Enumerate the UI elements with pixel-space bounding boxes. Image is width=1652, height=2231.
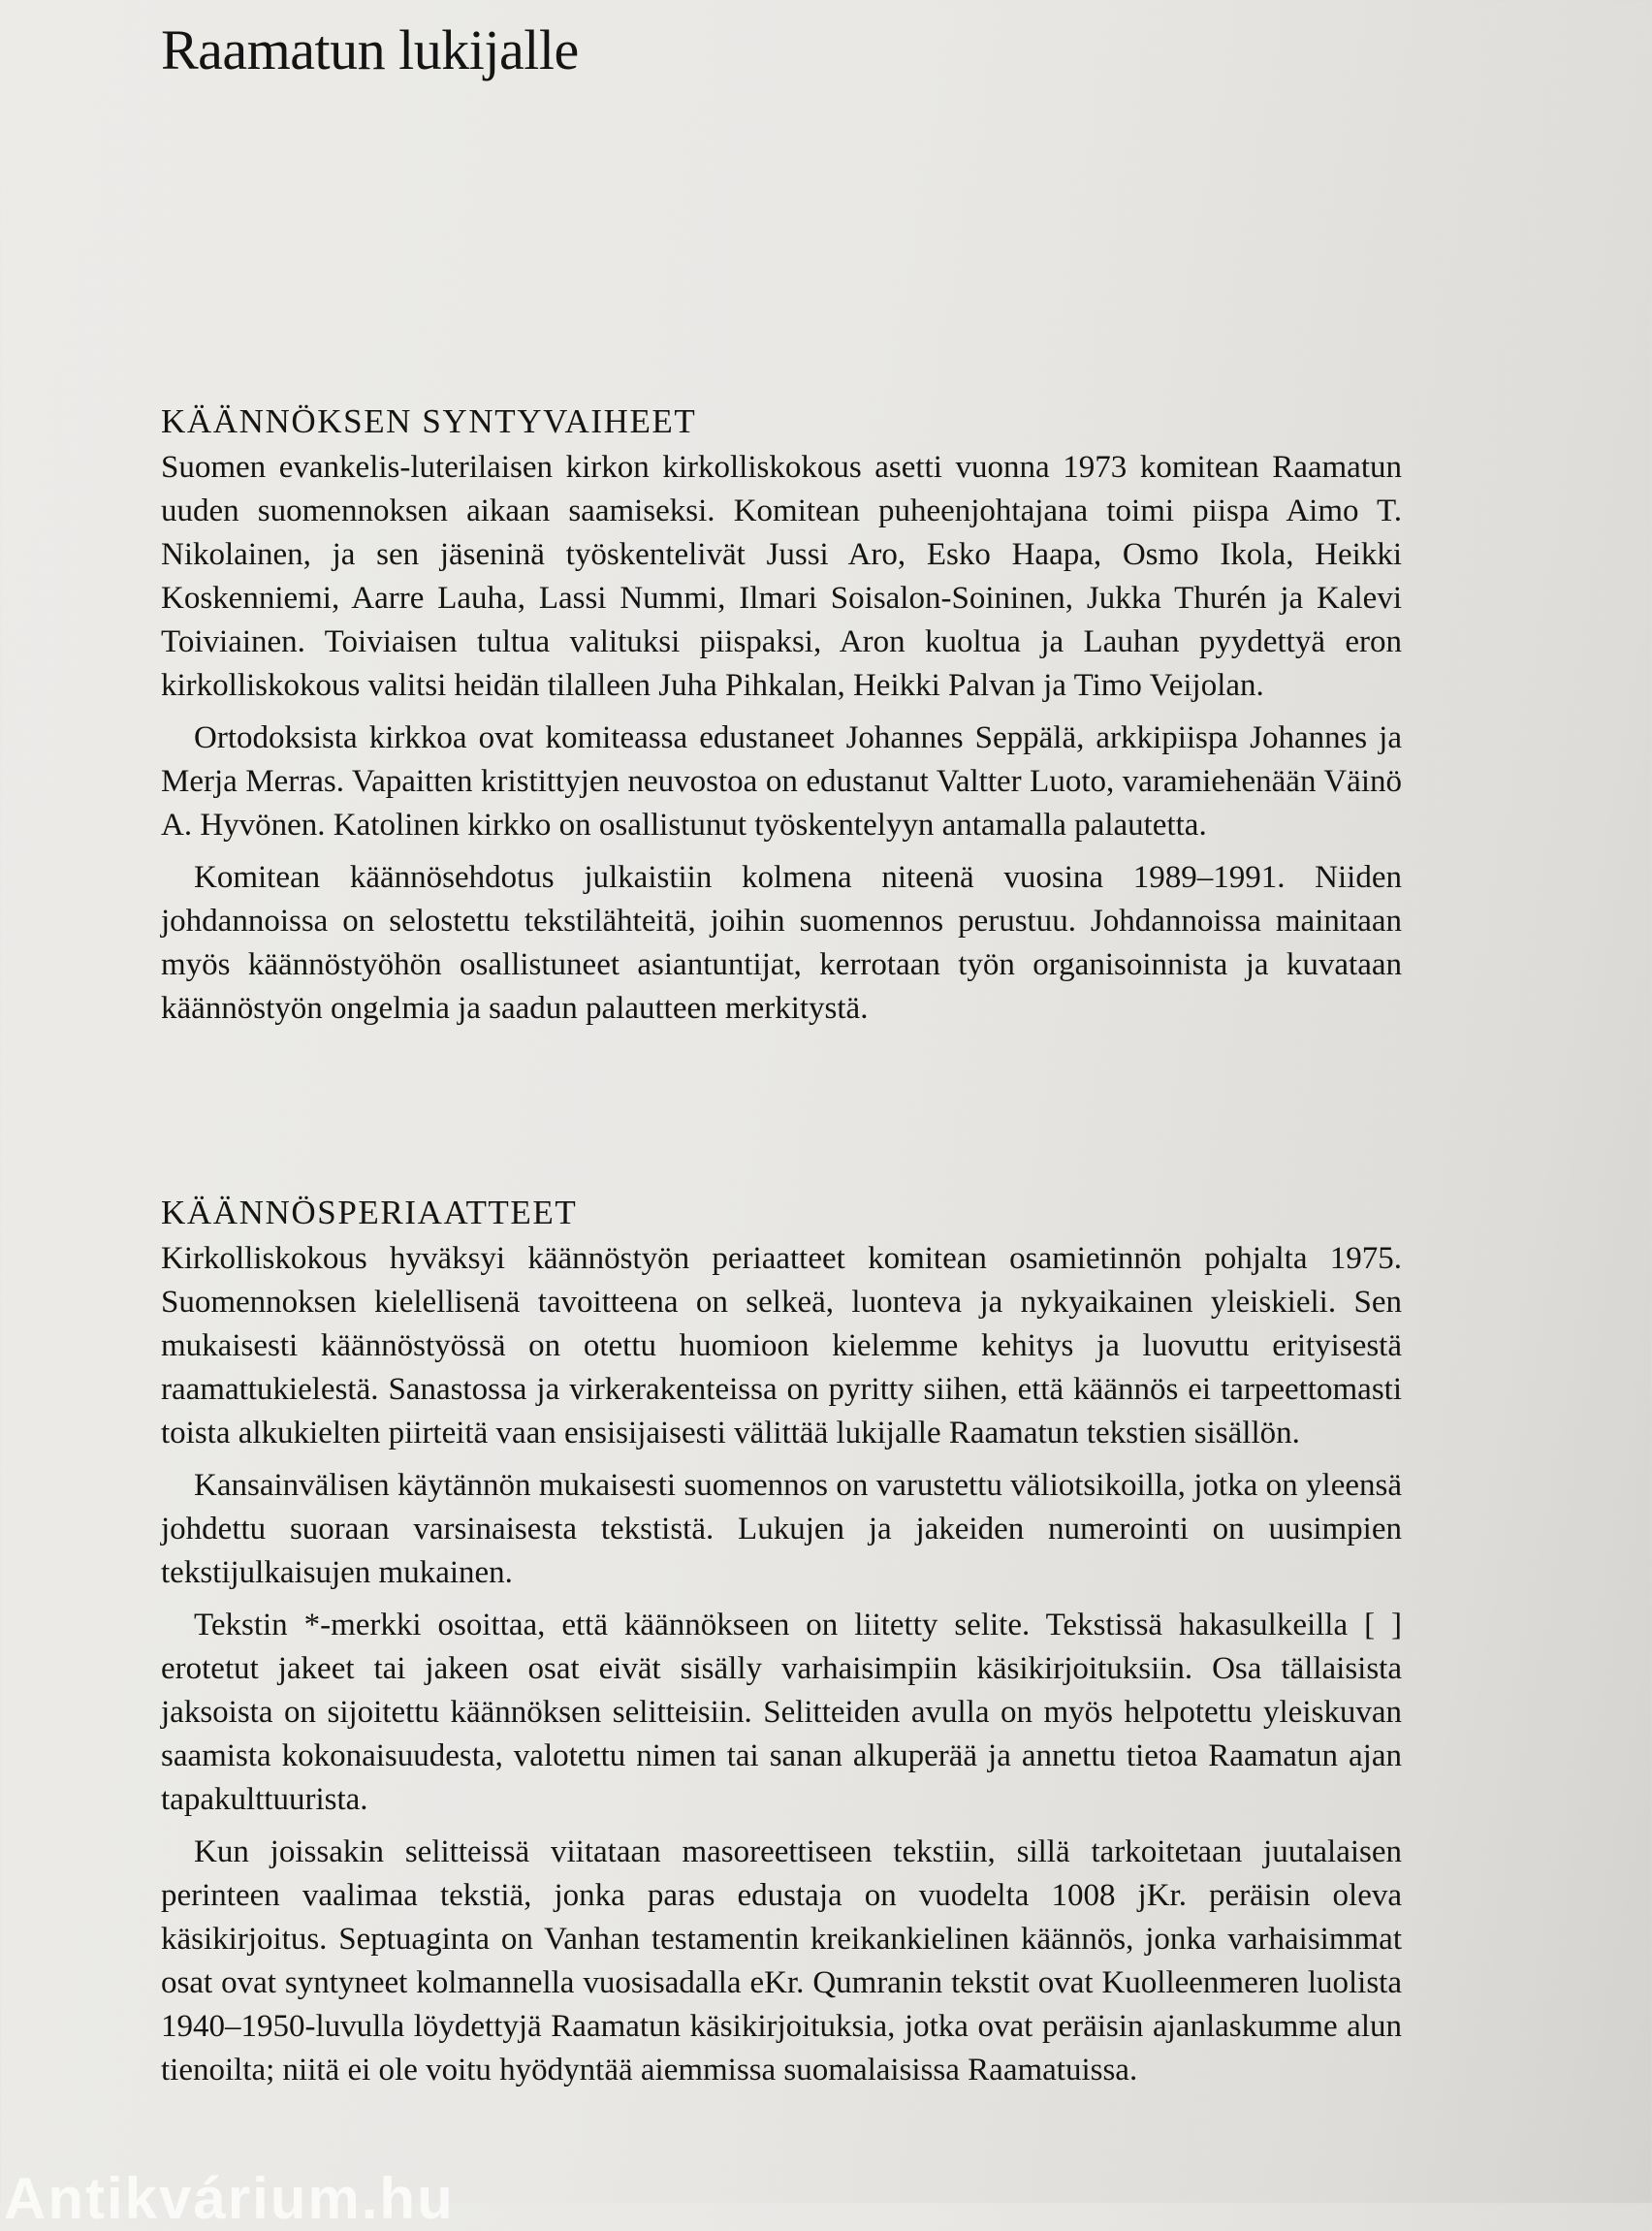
paragraph: Kansainvälisen käytännön mukaisesti suomennos on varustettu väliotsikoilla, jotka on yleensä johdettu suoraan varsinaisesta tekstistä. Lukujen ja jakeiden numerointi on uusimpien tekstijulkaisujen mukainen.: [161, 1468, 1402, 1590]
paragraph: Komitean käännösehdotus julkaistiin kolmena niteenä vuosina 1989–1991. Niiden johdannoissa on selostettu tekstilähteitä, joihin suomennos perustuu. Johdannoissa mainitaan myös käännöstyöhön osallistuneet asiantuntijat, kerrotaan työn organisoinnista ja kuvataan käännöstyön ongelmia ja saadun palautteen merkitystä.: [161, 860, 1402, 1026]
page-title: Raamatun lukijalle: [161, 18, 579, 81]
section-heading: KÄÄNNÖKSEN SYNTYVAIHEET: [161, 402, 697, 440]
paragraph: Suomen evankelis-luterilaisen kirkon kirkolliskokous asetti vuonna 1973 komitean Raamatun uuden suomennoksen aikaan saamiseksi. Komitean puheenjohtajana toimi piispa Aimo T. Nikolainen, ja sen jäseninä työskentelivät Jussi Aro, Esko Haapa, Osmo Ikola, Heikki Koskenniemi, Aarre Lauha, Lassi Nummi, Ilmari Soisalon-Soininen, Jukka Thurén ja Kalevi Toiviainen. Toiviaisen tultua valituksi piispaksi, Aron kuoltua ja Lauhan pyydettyä eron kirkolliskokous valitsi heidän tilalleen Juha Pihkalan, Heikki Palvan ja Timo Veijolan.: [161, 450, 1402, 703]
document-page: [161, 0, 1402, 2203]
section-origins: [161, 399, 1402, 1039]
paragraph: Kun joissakin selitteissä viitataan masoreettiseen tekstiin, sillä tarkoitetaan juutalaisen perinteen vaalimaa tekstiä, jonka paras edustaja on vuodelta 1008 jKr. peräisin oleva käsikirjoitus. Septuaginta on Vanhan testamentin kreikankielinen käännös, jonka varhaisimmat osat ovat syntyneet kolmannella vuosisadalla eKr. Qumranin tekstit ovat Kuolleenmeren luolista 1940–1950-luvulla löydettyjä Raamatun käsikirjoituksia, jotka ovat peräisin ajanlaskumme alun tienoilta; niitä ei ole voitu hyödyntää aiemmissa suomalaisissa Raamatuissa.: [161, 1834, 1402, 2088]
paragraph: Ortodoksista kirkkoa ovat komiteassa edustaneet Johannes Seppälä, arkkipiispa Johannes ja Merja Merras. Vapaitten kristittyjen neuvostoa on edustanut Valtter Luoto, varamiehenään Väinö A. Hyvönen. Katolinen kirkko on osallistunut työskentelyyn antamalla palautetta.: [161, 720, 1402, 843]
watermark: Antikvárium.hu: [4, 2166, 455, 2231]
paragraph: Tekstin *-merkki osoittaa, että käännökseen on liitetty selite. Tekstissä hakasulkeilla [ ] erotetut jakeet tai jakeen osat eivät sisälly varhaisimpiin käsikirjoituksiin. Osa tällaisista jaksoista on sijoitettu käännöksen selitteisiin. Selitteiden avulla on myös helpotettu yleiskuvan saamista kokonaisuudesta, valotettu nimen tai sanan alkuperää ja annettu tietoa Raamatun ajan tapakulttuurista.: [161, 1608, 1402, 1817]
section-heading: KÄÄNNÖSPERIAATTEET: [161, 1194, 578, 1231]
section-principles: [161, 1191, 1402, 2101]
paragraph: Kirkolliskokous hyväksyi käännöstyön periaatteet komitean osamietinnön pohjalta 1975. Suomennoksen kielellisenä tavoitteena on selkeä, luonteva ja nykyaikainen yleiskieli. Sen mukaisesti käännöstyössä on otettu huomioon kielemme kehitys ja luovuttu erityisestä raamattukielestä. Sanastossa ja virkerakenteissa on pyritty siihen, että käännös ei tarpeettomasti toista alkukielten piirteitä vaan ensisijaisesti välittää lukijalle Raamatun tekstien sisällön.: [161, 1241, 1402, 1450]
